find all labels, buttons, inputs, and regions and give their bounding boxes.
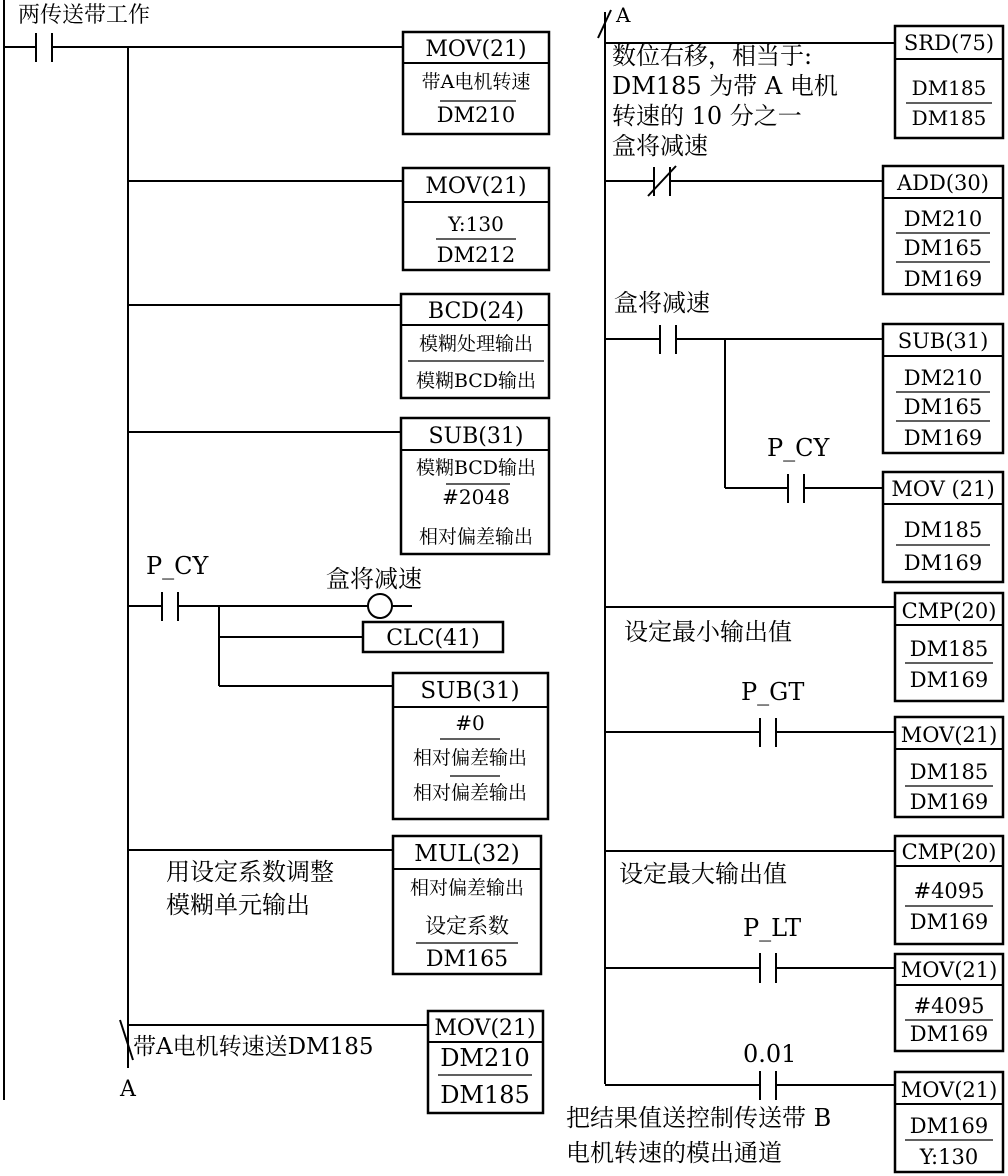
- sub3-op: SUB(31): [897, 329, 989, 353]
- sub3-source-a: DM210: [903, 366, 983, 390]
- left-connector-a: A: [120, 1077, 136, 1102]
- mov-instruction-7: [895, 1072, 1003, 1172]
- mov3-dest: DM185: [440, 1081, 530, 1109]
- cmp-instruction-2: [895, 836, 1003, 944]
- mov5-op: MOV(21): [900, 723, 998, 747]
- mov6-source: #4095: [913, 994, 985, 1018]
- pcy-contact: [162, 592, 178, 621]
- add-dest: DM169: [903, 267, 983, 291]
- cmp1-op: CMP(20): [901, 599, 997, 623]
- mov4-op: MOV (21): [891, 477, 995, 501]
- bcd-source: 模糊处理输出: [418, 333, 534, 355]
- cmp-instruction-1: [895, 593, 1003, 701]
- mov1-dest: DM210: [436, 103, 516, 127]
- start-contact-label: 两传送带工作: [18, 3, 151, 28]
- pgt-contact-label: P_GT: [741, 678, 805, 706]
- no-contact-slowdown: [660, 325, 676, 354]
- srd-comment-line-2: DM185 为带 A 电机: [612, 72, 838, 100]
- mul-dest: DM165: [425, 947, 509, 972]
- max-output-comment: 设定最大输出值: [619, 860, 787, 888]
- mov7-op: MOV(21): [900, 1078, 998, 1102]
- right-ladder: [566, 3, 1003, 1172]
- cmp2-op: CMP(20): [901, 840, 997, 864]
- cmp1-source-b: DM169: [909, 668, 989, 692]
- mul-instruction: [393, 836, 541, 974]
- srd-source: DM185: [911, 76, 987, 100]
- right-connector-a: A: [616, 3, 631, 27]
- mov2-op: MOV(21): [425, 174, 527, 199]
- srd-dest: DM185: [911, 106, 987, 130]
- mov2-source: Y:130: [448, 212, 504, 236]
- srd-comment-line-4: 盒将减速: [612, 132, 708, 160]
- min-output-comment: 设定最小输出值: [624, 618, 792, 646]
- mov4-dest: DM169: [903, 551, 983, 575]
- sub2-source-b: 相对偏差输出: [412, 747, 528, 769]
- coil: [368, 594, 392, 618]
- mul-source-a: 相对偏差输出: [409, 877, 525, 899]
- mul-op: MUL(32): [414, 841, 520, 867]
- plt-contact-label: P_LT: [743, 914, 802, 942]
- mov-instruction-1: [403, 32, 549, 134]
- output-comment-line-2: 电机转速的模出通道: [566, 1139, 782, 1167]
- mov-last-comment: 带A电机转速送DM185: [133, 1034, 374, 1060]
- mul-source-b: 设定系数: [425, 914, 509, 938]
- pgt-contact: [760, 718, 776, 747]
- slowdown-contact-label: 盒将减速: [614, 289, 710, 317]
- mov-instruction-2: [403, 168, 549, 270]
- sub1-source-a: 模糊BCD输出: [415, 457, 537, 479]
- output-enable-contact: [760, 1071, 776, 1100]
- mov6-dest: DM169: [909, 1022, 989, 1046]
- mov-instruction-6: [895, 954, 1003, 1051]
- left-ladder: [4, 0, 549, 1113]
- mov-instruction-5: [895, 717, 1003, 817]
- add-instruction: [883, 166, 1003, 294]
- srd-comment-line-3: 转速的 10 分之一: [612, 102, 802, 130]
- coil-label: 盒将减速: [326, 565, 422, 593]
- sub2-dest: 相对偏差输出: [412, 782, 528, 804]
- sub1-source-b: #2048: [442, 485, 510, 509]
- mov7-source: DM169: [909, 1114, 989, 1138]
- mov6-op: MOV(21): [900, 958, 998, 982]
- srd-comment-line-1: 数位右移，相当于:: [612, 42, 813, 70]
- start-contact: [36, 33, 52, 62]
- sub3-source-b: DM165: [903, 395, 983, 419]
- sub1-op: SUB(31): [428, 424, 524, 449]
- srd-instruction: [895, 26, 1003, 138]
- bit-contact-label: 0.01: [743, 1040, 797, 1068]
- right-pcy-contact: [788, 474, 804, 503]
- mov-instruction-3: [428, 1011, 543, 1113]
- sub2-source-a: #0: [455, 711, 485, 735]
- cmp2-source-b: DM169: [909, 910, 989, 934]
- sub2-op: SUB(31): [420, 678, 520, 704]
- bcd-op: BCD(24): [427, 299, 525, 324]
- mov5-dest: DM169: [909, 790, 989, 814]
- mov5-source: DM185: [909, 760, 989, 784]
- sub1-dest: 相对偏差输出: [418, 526, 534, 548]
- right-pcy-label: P_CY: [767, 434, 830, 462]
- mul-comment-line-2: 模糊单元输出: [166, 891, 310, 919]
- mov4-source: DM185: [903, 518, 983, 542]
- mov3-op: MOV(21): [434, 1016, 536, 1041]
- sub-instruction-2: [393, 673, 548, 819]
- cmp2-source-a: #4095: [913, 879, 985, 903]
- mov-instruction-4: [883, 472, 1003, 582]
- mul-comment-line-1: 用设定系数调整: [166, 858, 334, 886]
- bcd-dest: 模糊BCD输出: [415, 370, 537, 392]
- sub-instruction-3: [883, 324, 1003, 453]
- mov7-dest: Y:130: [919, 1145, 979, 1169]
- sub3-dest: DM169: [903, 426, 983, 450]
- add-op: ADD(30): [897, 171, 989, 195]
- mov1-op: MOV(21): [425, 37, 527, 62]
- clc-instruction: [363, 622, 503, 652]
- output-comment-line-1: 把结果值送控制传送带 B: [566, 1104, 832, 1132]
- srd-op: SRD(75): [903, 31, 995, 55]
- plt-contact: [760, 953, 776, 983]
- sub-instruction-1: [401, 418, 549, 554]
- add-source-b: DM165: [903, 236, 983, 260]
- mov2-dest: DM212: [436, 243, 516, 267]
- add-source-a: DM210: [903, 207, 983, 231]
- mov1-source: 带A电机转速: [421, 71, 531, 93]
- pcy-contact-label: P_CY: [146, 552, 209, 580]
- bcd-instruction: [401, 294, 549, 398]
- cmp1-source-a: DM185: [909, 637, 989, 661]
- clc-op: CLC(41): [386, 626, 480, 651]
- mov3-source: DM210: [440, 1044, 530, 1072]
